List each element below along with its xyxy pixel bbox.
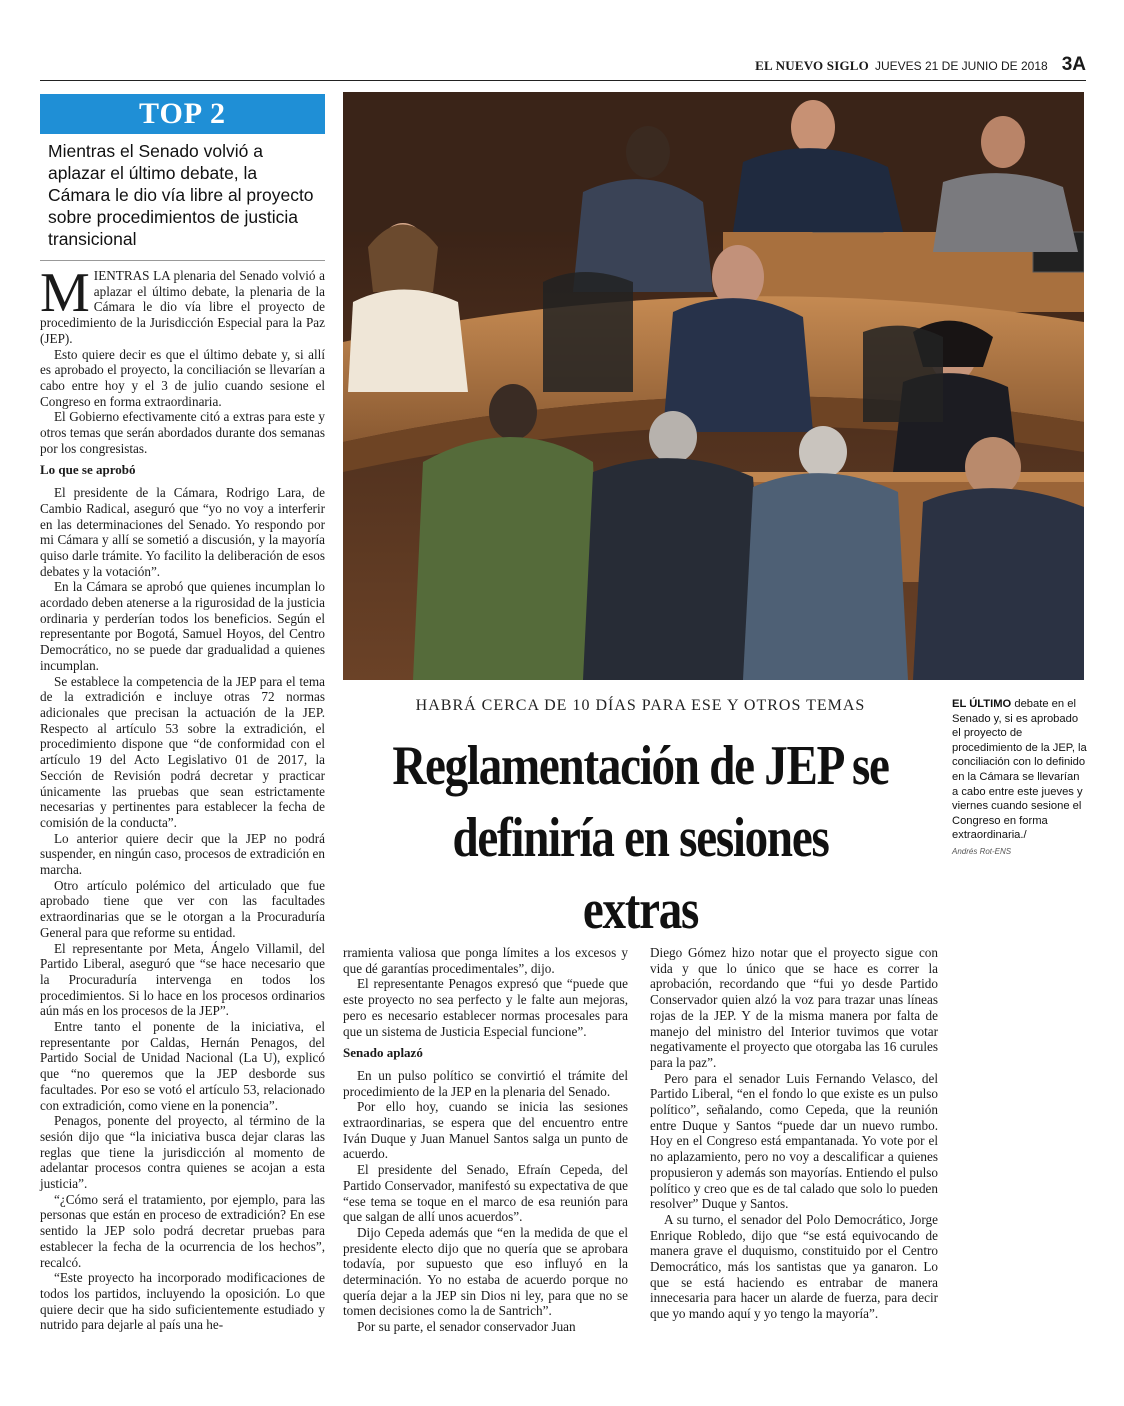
paragraph: El representante por Meta, Ángelo Villamil, del Partido Liberal, aseguró que “se hace necesario que la Procuraduría intervenga en todos los procedimientos. Si lo hace en los procesos ordinarios aún más en los procesos de la JEP”. <box>40 940 325 1019</box>
paragraph: A su turno, el senador del Polo Democrático, Jorge Enrique Robledo, dijo que “se está equivocando de manera grave el duquismo, constituido por el Centro Democrático, más los santistas que ya ganaron. Lo que se está haciendo es entrabar de manera innecesaria para hacer un alarde de fuerza, para decir que yo mando aquí y yo tengo la mayoría”. <box>650 1211 938 1322</box>
drop-cap: M <box>40 262 90 324</box>
headline-overline: HABRÁ CERCA DE 10 DÍAS PARA ESE Y OTROS TEMAS <box>415 697 866 714</box>
congress-session-photo <box>343 92 1084 680</box>
caption-lead: EL ÚLTIMO <box>952 698 1012 710</box>
page-header <box>755 54 1086 76</box>
top-badge <box>40 94 325 134</box>
paragraph: Esto quiere decir es que el último debate y, si allí es aprobado el proyecto, la conciliación se llevarían a cabo entre hoy y el 3 de julio cuando sesione el Congreso en forma extraordinaria. <box>40 346 325 409</box>
paragraph: En un pulso político se convirtió el trámite del procedimiento de la JEP en la plenaria del Senado. <box>343 1067 628 1099</box>
paragraph: Por ello hoy, cuando se inicia las sesiones extraordinarias, se espera que del encuentro entre Iván Duque y Juan Manuel Santos salga un punto de acuerdo. <box>343 1099 628 1162</box>
paragraph: Penagos, ponente del proyecto, al término de la sesión dijo que “la iniciativa busca dejar claras las reglas que tiene la jurisdicción al momento de adelantar procesos contra quienes se acojan a esta justicia”. <box>40 1113 325 1192</box>
article-column-3 <box>650 945 938 1322</box>
news-photo <box>343 92 1084 680</box>
paragraph: “¿Cómo será el tratamiento, por ejemplo, para las personas que están en proceso de extradición? En ese sentido la JEP solo podrá decretar pruebas para establecer la fecha de la ocurrencia de los hechos”, recalcó. <box>40 1191 325 1270</box>
header-divider <box>40 80 1086 81</box>
top-badge-label: TOP 2 <box>139 97 226 130</box>
caption-text: debate en el Senado y, si es aprobado el proyecto de procedimiento de la JEP, la conciliación con lo definido en la Cámara se llevarían a cabo entre este jueves y viernes cuando sesione el Congreso en forma extraordinaria./ <box>952 698 1087 842</box>
issue-date: JUEVES 21 DE JUNIO DE 2018 <box>874 59 1048 73</box>
paragraph: Lo anterior quiere decir que la JEP no podrá suspender, en ningún caso, procesos de extradición en marcha. <box>40 830 325 878</box>
kicker-summary: Mientras el Senado volvió a aplazar el último debate, la Cámara le dio vía libre al proyecto sobre procedimientos de justicia transicional <box>48 141 314 249</box>
paragraph: Dijo Cepeda además que “en la medida de que el presidente electo dijo que no quería que se aprobara todavía, por supuesto que eso influyó en la determinación. Yo no estaba de acuerdo porque no quería dejar a la JEP sin Dios ni ley, para que no se tomen decisiones como la de Santrich”. <box>343 1224 628 1319</box>
photo-credit: Andrés Rot-ENS <box>952 846 1012 856</box>
lead-paragraph-text: IENTRAS LA plenaria del Senado volvió a aplazar el último debate, la plenaria de la Cámara le dio vía libre el proyecto de procedimiento de la Jurisdicción Especial para la Paz (JEP). <box>40 268 325 346</box>
article-column-2 <box>343 945 628 1335</box>
paragraph: Diego Gómez hizo notar que el proyecto sigue con vida y que lo único que se hace es correr la aprobación, recordando que “fui yo desde Partido Conservador quien alzó la voz para trazar unas líneas rojas de la JEP. Y de la misma manera por falta de manejo del ministro del Interior tuvimos que votar negativamente el proyecto que otorgaba las 16 curules para la paz”. <box>650 945 938 1070</box>
paragraph: Pero para el senador Luis Fernando Velasco, del Partido Liberal, “en el fondo lo que existe es un pulso político”, señalando, como Cepeda, que la reunión entre Duque y Santos “puede dar un nuevo rumbo. Hoy en el Congreso está empantanada. Yo vote por el no aplazamiento, pero no voy a descalificar a quienes propusieron y además son mayorías. Entiendo el pulso político y creo que es de tal calado que solo lo pueden resolver” Duque y Santos. <box>650 1070 938 1212</box>
paragraph: Por su parte, el senador conservador Juan <box>357 1319 576 1335</box>
paragraph: En la Cámara se aprobó que quienes incumplan lo acordado deben atenerse a la rigurosidad de la justicia ordinaria y perderían todos los beneficios. Según el representante por Bogotá, Samuel Hoyos, del Centro Democrático, no se puede dar gradualidad a quienes incumplan. <box>40 579 325 673</box>
article-column-1 <box>40 262 325 1333</box>
paragraph: Se establece la competencia de la JEP para el tema de la extradición e incluye otras 72 normas adicionales que precisan la actuación de la JEP. Respecto al artículo 53 sobre la extradición, el procedimiento dispone que “de conformidad con el artículo 19 del Acto Legislativo 01 de 2017, la Sección de Revisión podrá decretar y practicar únicamente las pruebas que sean estrictamente necesarias y pertinentes para establecer la fecha de comisión de la conducta”. <box>40 673 325 830</box>
subhead-approved: Lo que se aprobó <box>40 462 136 478</box>
subhead-senate: Senado aplazó <box>343 1045 423 1061</box>
page-number: 3A <box>1061 54 1086 75</box>
photo-caption <box>952 697 1087 860</box>
article-headline: Reglamentación de JEP se definiría en sesiones extras <box>392 735 889 941</box>
paragraph: rramienta valiosa que ponga límites a los excesos y que dé garantías procedimentales”, dijo. <box>343 945 628 976</box>
lead-paragraph <box>40 262 325 347</box>
newspaper-name: EL NUEVO SIGLO <box>755 58 869 73</box>
paragraph: Otro artículo polémico del articulado que fue aprobado tiene que ver con las facultades extraordinarias que se le otorgan a la Procuraduría General para que reforme su entidad. <box>40 877 325 940</box>
paragraph: “Este proyecto ha incorporado modificaciones de todos los partidos, incluyendo la oposición. Lo que quiere decir que ha sido suficientemente estudiado y nutrido para dejarle al país una he- <box>40 1270 325 1333</box>
paragraph: El presidente del Senado, Efraín Cepeda, del Partido Conservador, manifestó su expectativa de que “ese tema se toque en el marco de esa reunión para que salgan de allí unos acuerdos”. <box>343 1162 628 1225</box>
paragraph: El representante Penagos expresó que “puede que este proyecto no sea perfecto y le falte aun mejoras, pero es necesario establecer normas procesales para que un sistema de Justicia Especial funcione”. <box>343 976 628 1039</box>
paragraph: Entre tanto el ponente de la iniciativa, el representante por Caldas, Hernán Penagos, del Partido Social de Unidad Nacional (La U), explicó que “no queremos que la JEP desborde sus facultades. Por eso se votó el artículo 53, relacionado con extradición, como viene en la ponencia”. <box>40 1019 325 1113</box>
kicker-divider <box>40 260 325 261</box>
paragraph: El Gobierno efectivamente citó a extras para este y otros temas que serán abordados durante dos semanas por los congresistas. <box>40 409 325 456</box>
paragraph: El presidente de la Cámara, Rodrigo Lara, de Cambio Radical, aseguró que “yo no voy a interferir en las determinaciones del Senado. Yo respondo por mi Cámara y allí se sometió a discusión, y la mayoría quiso darle trámite. Yo facilito la deliberación de esos debates y la votación”. <box>40 485 325 579</box>
